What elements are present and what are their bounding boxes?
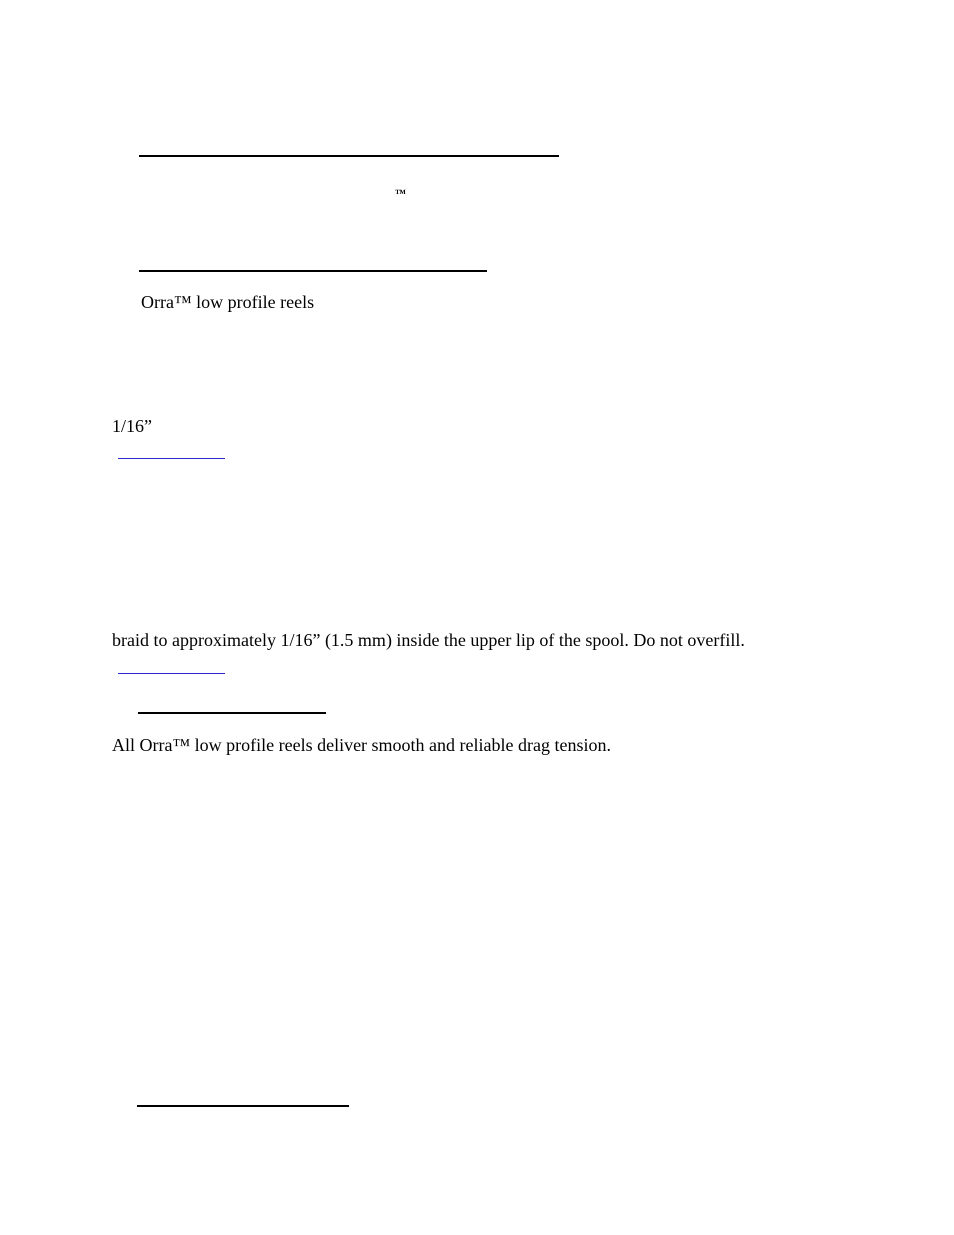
drag-statement-text: All Orra™ low profile reels deliver smooth and reliable drag tension. bbox=[112, 735, 611, 755]
trademark-mark: ™ bbox=[395, 188, 406, 200]
heading-underline-1 bbox=[139, 155, 559, 157]
heading-underline-4 bbox=[137, 1105, 349, 1107]
link-underline-1[interactable] bbox=[118, 458, 225, 459]
braid-instruction-text: braid to approximately 1/16” (1.5 mm) inside the upper lip of the spool. Do not overfill. bbox=[112, 630, 745, 650]
link-underline-2[interactable] bbox=[118, 673, 225, 674]
fraction-text: 1/16” bbox=[112, 416, 152, 436]
reel-name-text: Orra™ low profile reels bbox=[141, 292, 315, 312]
heading-underline-2 bbox=[139, 270, 487, 272]
heading-underline-3 bbox=[138, 712, 326, 714]
